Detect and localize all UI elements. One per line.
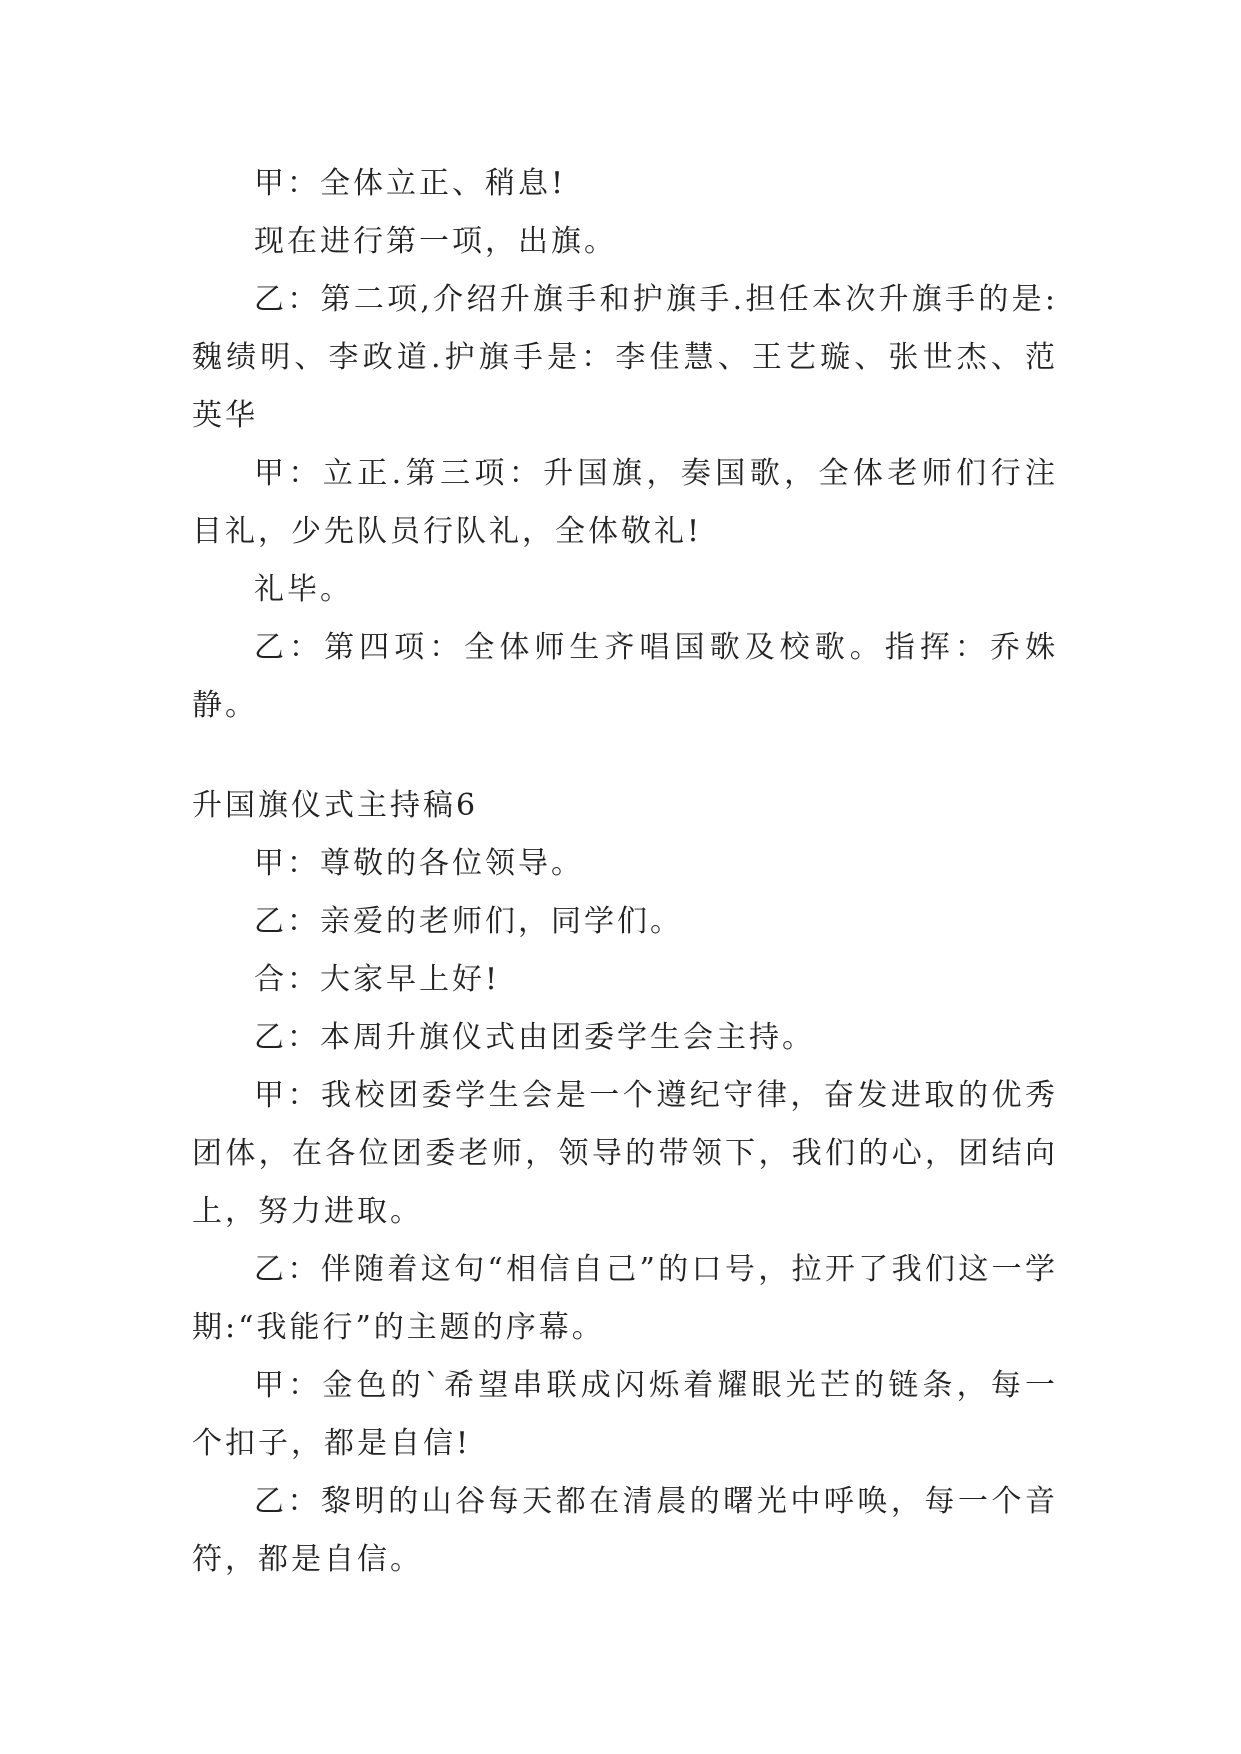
paragraph: 乙：第二项,介绍升旗手和护旗手.担任本次升旗手的是:魏绩明、李政道.护旗手是：李佳慧、王艺璇、张世杰、范英华: [192, 282, 1058, 433]
paragraph: 合：大家早上好!: [254, 962, 501, 997]
paragraph: 甲：金色的`希望串联成闪烁着耀眼光芒的链条，每一个扣子，都是自信!: [192, 1368, 1058, 1461]
paragraph: 现在进行第一项，出旗。: [254, 224, 617, 259]
paragraph: 甲：我校团委学生会是一个遵纪守律，奋发进取的优秀团体，在各位团委老师，领导的带领下，我们的心，团结向上，努力进取。: [192, 1078, 1058, 1229]
paragraph: 礼毕。: [254, 572, 353, 607]
paragraph: 乙：黎明的山谷每天都在清晨的曙光中呼唤，每一个音符，都是自信。: [192, 1484, 1058, 1577]
document-body: [192, 155, 1058, 1589]
paragraph: 甲：立正.第三项：升国旗，奏国歌，全体老师们行注目礼，少先队员行队礼，全体敬礼!: [192, 456, 1058, 549]
paragraph: 乙：第四项：全体师生齐唱国歌及校歌。指挥：乔姝静。: [192, 630, 1058, 723]
paragraph: 乙：亲爱的老师们，同学们。: [254, 904, 683, 939]
paragraph: 甲：尊敬的各位领导。: [254, 846, 584, 881]
section-heading: 升国旗仪式主持稿6: [192, 788, 479, 823]
paragraph: 乙：伴随着这句“相信自己”的口号，拉开了我们这一学期:“我能行”的主题的序幕。: [192, 1252, 1058, 1345]
paragraph: 乙：本周升旗仪式由团委学生会主持。: [254, 1020, 815, 1055]
paragraph: 甲：全体立正、稍息!: [254, 166, 567, 201]
